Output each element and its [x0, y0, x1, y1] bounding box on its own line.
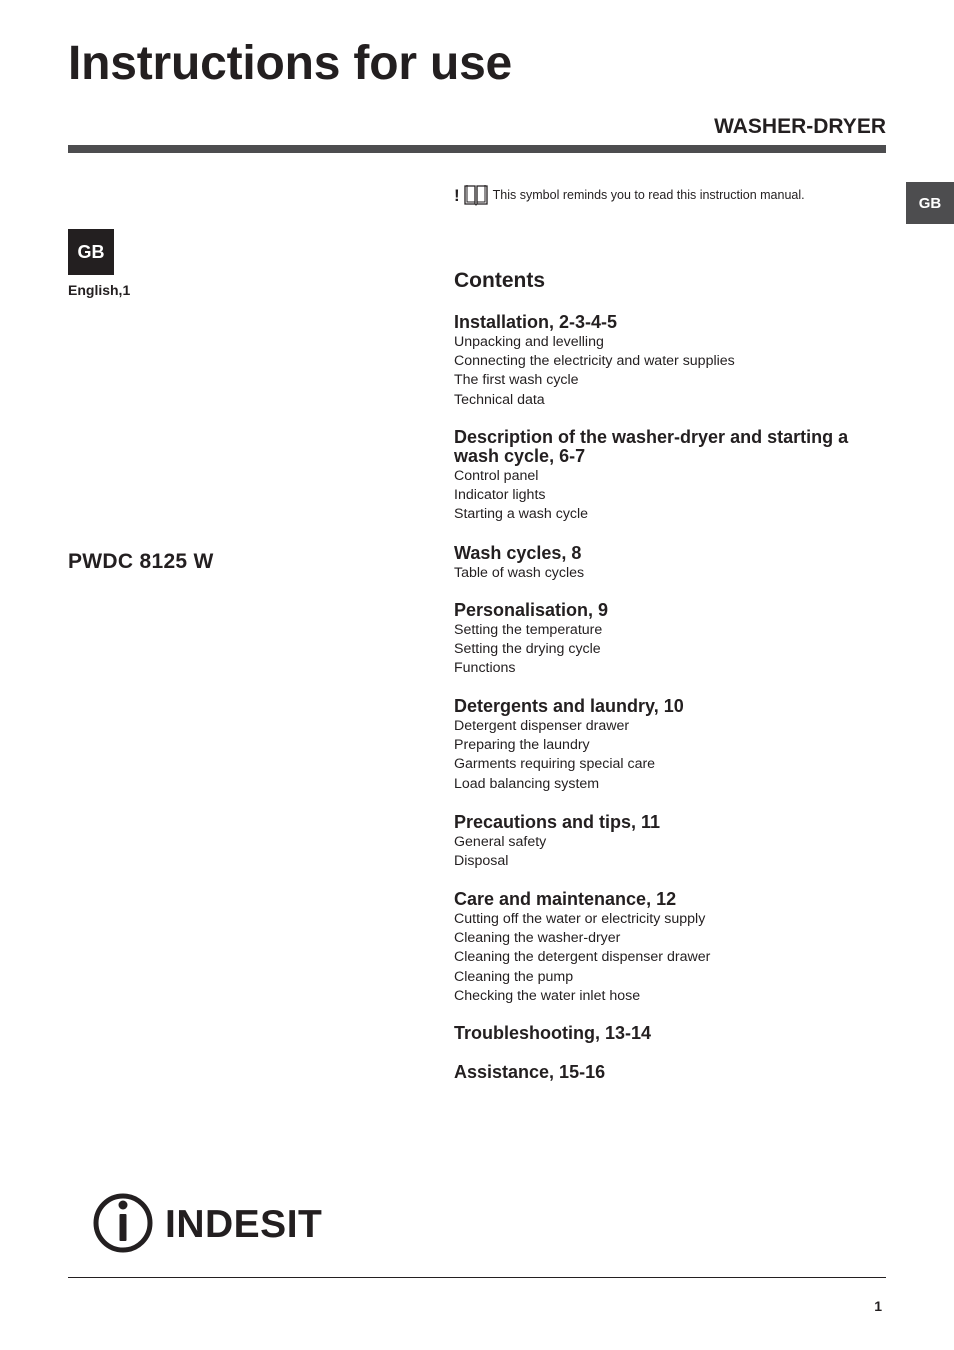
symbol-note	[454, 182, 805, 208]
toc-item: Functions	[454, 660, 516, 677]
footer-divider	[68, 1277, 886, 1278]
toc-section-title: Assistance, 15-16	[454, 1062, 606, 1082]
toc-section-title: Personalisation, 9	[454, 600, 609, 620]
indesit-logo	[92, 1192, 324, 1254]
logo-wordmark: INDESIT	[165, 1203, 323, 1246]
toc-item: Indicator lights	[454, 487, 546, 504]
toc-section-precautions	[454, 813, 894, 871]
toc-section-title: Troubleshooting, 13-14	[454, 1023, 652, 1043]
side-language-tab[interactable]: GB	[906, 182, 954, 224]
toc-section-title: Wash cycles, 8	[454, 543, 582, 563]
toc-item: Load balancing system	[454, 775, 600, 792]
toc-section-care	[454, 890, 894, 1006]
toc-item: Unpacking and levelling	[454, 334, 604, 350]
toc-section-title: Description of the washer-dryer and starting a wash cycle, 6-7	[454, 427, 849, 466]
page-number: 1	[874, 1298, 882, 1314]
toc-item: Disposal	[454, 853, 509, 870]
toc-item: Garments requiring special care	[454, 756, 656, 773]
toc-item: Starting a wash cycle	[454, 506, 589, 523]
toc-item: The first wash cycle	[454, 372, 579, 389]
exclamation-mark: !	[454, 185, 460, 205]
toc-item: Setting the drying cycle	[454, 641, 601, 658]
product-type: WASHER-DRYER	[714, 115, 886, 138]
toc-section-troubleshooting	[454, 1024, 894, 1043]
toc-section-title: Detergents and laundry, 10	[454, 696, 684, 716]
toc-item: Control panel	[454, 468, 539, 484]
toc-item: Cleaning the washer-dryer	[454, 930, 621, 947]
toc-section-wash-cycles	[454, 544, 894, 583]
language-label: English,1	[68, 282, 131, 298]
toc-item: Setting the temperature	[454, 622, 603, 638]
page-title: Instructions for use	[68, 37, 513, 90]
toc-item: General safety	[454, 834, 547, 850]
symbol-note-text: This symbol reminds you to read this instruction manual.	[492, 188, 805, 202]
toc-section-installation	[454, 313, 894, 410]
contents-heading: Contents	[454, 269, 545, 292]
toc-section-title: Precautions and tips, 11	[454, 812, 661, 832]
toc-item: Cleaning the pump	[454, 968, 574, 985]
model-number: PWDC 8125 W	[68, 550, 214, 573]
toc-section-title: Installation, 2-3-4-5	[454, 312, 618, 332]
toc-item: Detergent dispenser drawer	[454, 718, 630, 734]
toc-section-personalisation	[454, 601, 894, 679]
toc-section-assistance	[454, 1063, 894, 1082]
toc-item: Technical data	[454, 391, 545, 408]
toc-item: Cleaning the detergent dispenser drawer	[454, 949, 711, 966]
toc-section-title: Care and maintenance, 12	[454, 889, 677, 909]
toc-item: Preparing the laundry	[454, 737, 590, 754]
toc-item: Cutting off the water or electricity supply	[454, 911, 706, 927]
book-icon	[463, 183, 489, 207]
toc-item: Table of wash cycles	[454, 565, 585, 581]
header-divider	[68, 145, 886, 153]
toc-section-detergents	[454, 697, 894, 794]
toc-item: Connecting the electricity and water supplies	[454, 353, 735, 370]
toc-section-description	[454, 428, 894, 525]
toc-item: Checking the water inlet hose	[454, 987, 641, 1004]
language-badge: GB	[68, 229, 114, 275]
